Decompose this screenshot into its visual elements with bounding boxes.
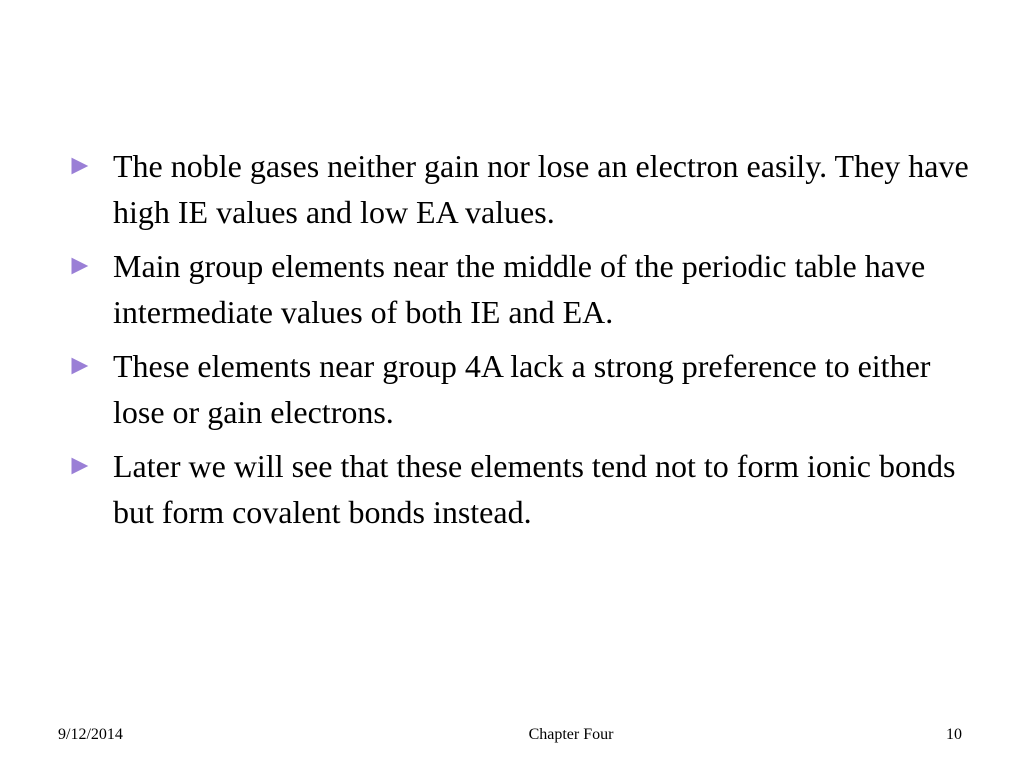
bullet-text: Later we will see that these elements tend not to form ionic bonds but form covalent bonds instead.	[113, 448, 956, 530]
bullet-text: Main group elements near the middle of the periodic table have intermediate values of both IE and EA.	[113, 248, 926, 330]
bullet-item	[66, 343, 986, 435]
bullet-list	[66, 143, 986, 543]
bullet-arrow-icon: ►	[66, 250, 94, 281]
page-number: 10	[946, 726, 962, 743]
bullet-item	[66, 143, 986, 235]
bullet-arrow-icon: ►	[66, 150, 94, 181]
footer-title: Chapter Four	[528, 726, 614, 743]
bullet-text: The noble gases neither gain nor lose an electron easily. They have high IE values and low EA values.	[113, 148, 969, 230]
bullet-arrow-icon: ►	[66, 450, 94, 481]
bullet-arrow-icon: ►	[66, 350, 94, 381]
footer-date: 9/12/2014	[58, 726, 123, 743]
bullet-item	[66, 443, 986, 535]
bullet-item	[66, 243, 986, 335]
bullet-text: These elements near group 4A lack a strong preference to either lose or gain electrons.	[113, 348, 931, 430]
